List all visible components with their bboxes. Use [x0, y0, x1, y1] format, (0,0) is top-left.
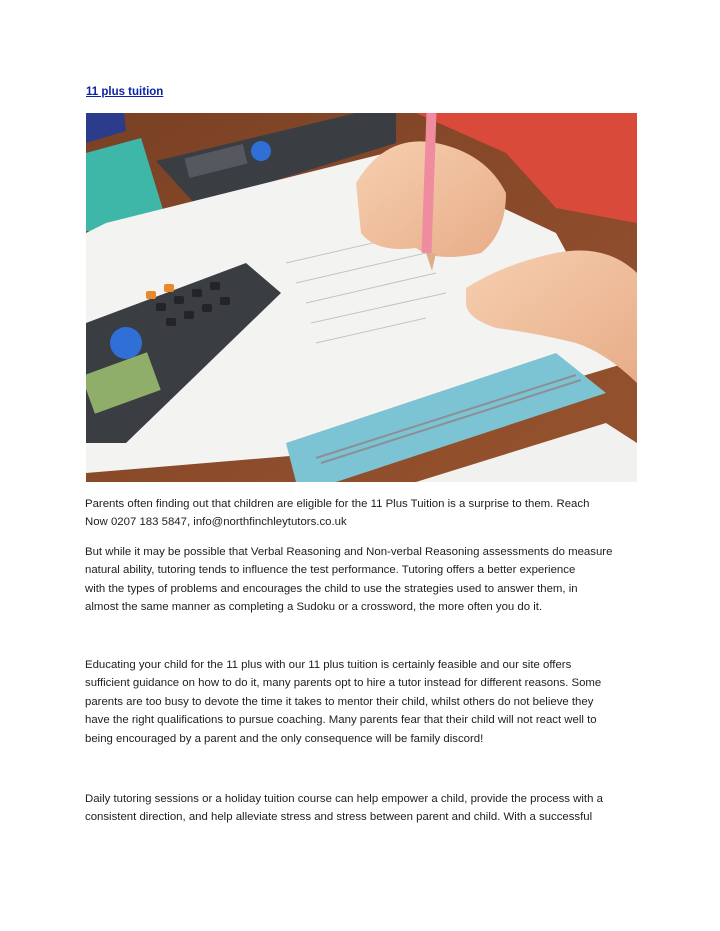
paragraph-3-line-2: sufficient guidance on how to do it, many parents opt to hire a tutor instead for different reasons. Some	[85, 677, 602, 690]
paragraph-4	[85, 790, 640, 827]
paragraph-2-line-4: almost the same manner as completing a Sudoku or a crossword, the more often you do it.	[85, 601, 543, 614]
paragraph-3-line-4: have the right qualifications to pursue coaching. Many parents fear that their child will not react well to	[85, 714, 597, 727]
paragraph-1-line-2: Now 0207 183 5847, info@northfinchleytutors.co.uk	[85, 516, 347, 529]
paragraph-4-line-2: consistent direction, and help alleviate stress and stress between parent and child. With a successful	[85, 811, 593, 824]
paragraph-2-line-3: with the types of problems and encourages the child to use the strategies used to answer them, in	[85, 582, 578, 595]
paragraph-2	[85, 543, 640, 617]
paragraph-1-line-1: Parents often finding out that children are eligible for the 11 Plus Tuition is a surprise to them. Reach	[85, 498, 590, 510]
paragraph-3	[85, 656, 640, 748]
paragraph-2-line-2: natural ability, tutoring tends to influence the test performance. Tutoring offers a better experience	[85, 564, 576, 577]
title-link[interactable]: 11 plus tuition	[86, 86, 164, 98]
paragraph-3-line-5: being encouraged by a parent and the only consequence will be family discord!	[85, 732, 484, 745]
paragraph-2-line-1: But while it may be possible that Verbal Reasoning and Non-verbal Reasoning assessments do measure	[85, 546, 613, 558]
paragraph-4-line-1: Daily tutoring sessions or a holiday tuition course can help empower a child, provide the process with a	[85, 793, 603, 805]
paragraph-3-line-1: Educating your child for the 11 plus with our 11 plus tuition is certainly feasible and our site offers	[85, 659, 572, 671]
paragraph-3-line-3: parents are too busy to devote the time it takes to mentor their child, whilst others do not believe they	[85, 695, 594, 708]
tutoring-photo	[86, 113, 637, 482]
paragraph-1	[85, 495, 640, 532]
